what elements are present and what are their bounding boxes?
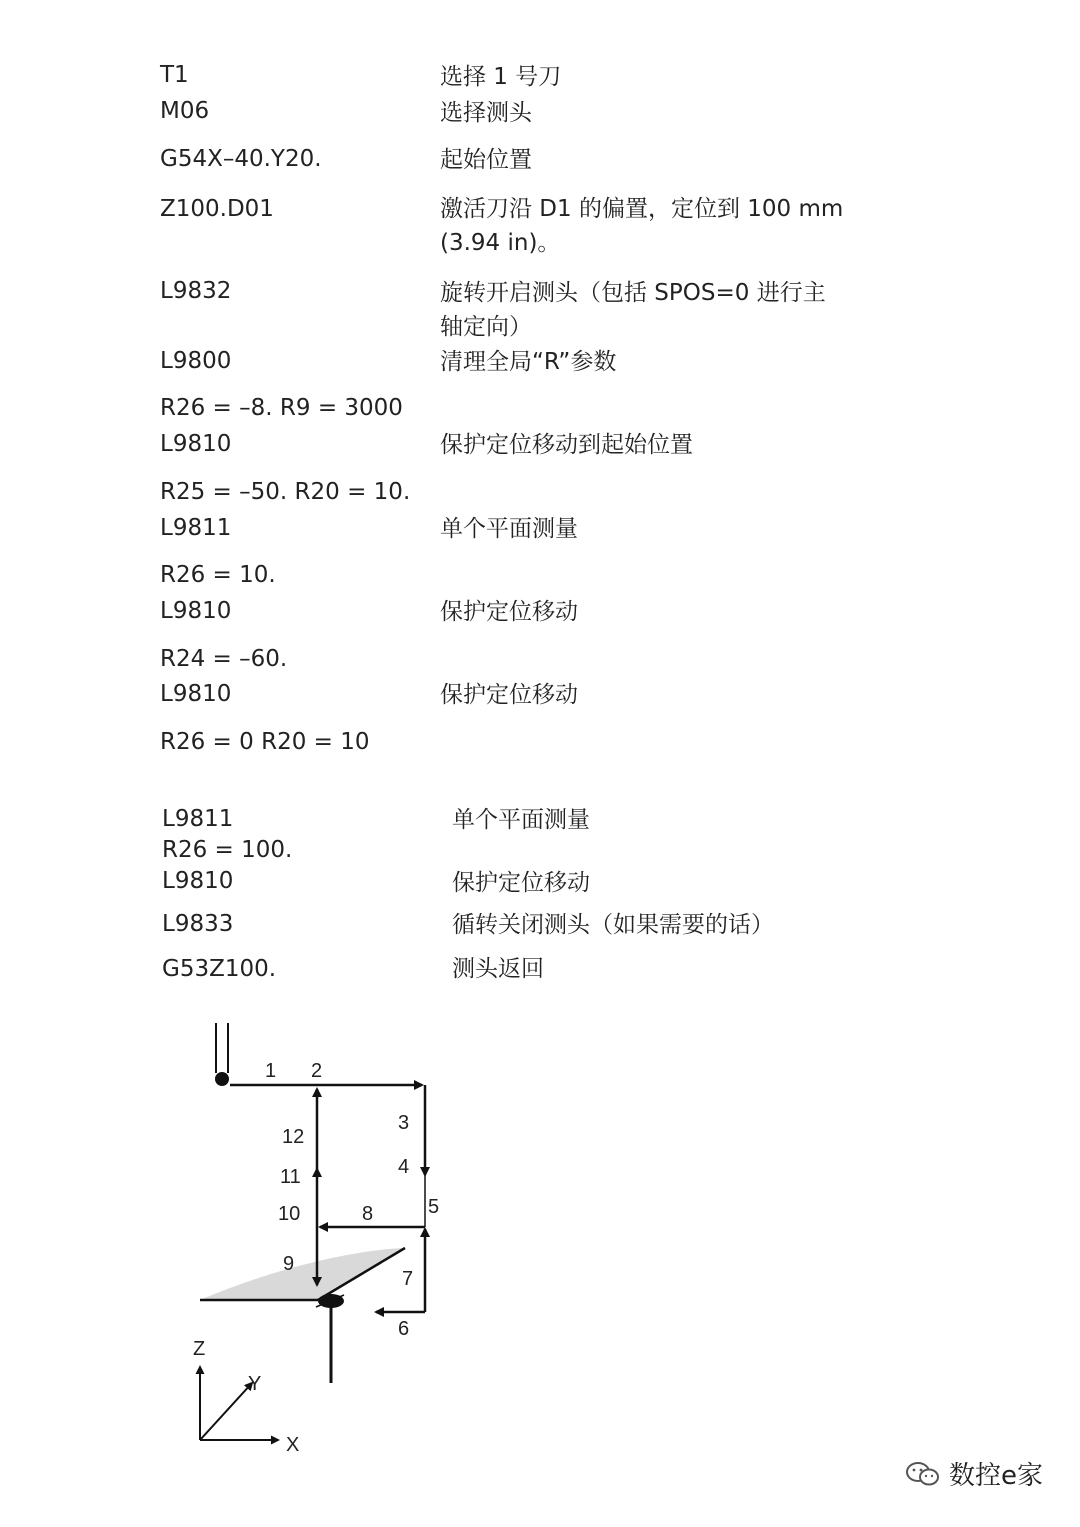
- wechat-icon: [905, 1460, 941, 1488]
- code-line: G53Z100.: [162, 956, 277, 982]
- step-label: 12: [282, 1126, 305, 1148]
- axis-triad: [200, 1367, 278, 1440]
- step-label: 9: [283, 1253, 295, 1275]
- code-comment: 保护定位移动到起始位置: [440, 432, 693, 458]
- code-line: L9811: [160, 515, 232, 541]
- step-label: 1: [265, 1060, 277, 1082]
- step-label: 3: [398, 1112, 410, 1134]
- code-line: L9811: [162, 806, 234, 832]
- code-comment-cont: (3.94 in)。: [440, 230, 561, 256]
- code-line: T1: [160, 62, 189, 88]
- axis-label-z: Z: [193, 1338, 206, 1360]
- code-line: L9810: [160, 598, 232, 624]
- step-label: 4: [398, 1156, 410, 1178]
- step-label: 10: [278, 1203, 301, 1225]
- code-line: L9833: [162, 911, 234, 937]
- code-line: M06: [160, 98, 210, 124]
- axis-label-y: Y: [248, 1373, 262, 1395]
- code-comment: 选择测头: [440, 100, 532, 126]
- code-line: R26 = 100.: [162, 837, 293, 863]
- code-comment: 测头返回: [452, 956, 544, 982]
- code-comment: 保护定位移动: [440, 599, 578, 625]
- code-comment: 单个平面测量: [452, 807, 590, 833]
- code-line: L9800: [160, 348, 232, 374]
- code-comment: 保护定位移动: [440, 682, 578, 708]
- code-comment: 保护定位移动: [452, 870, 590, 896]
- code-line: L9810: [160, 431, 232, 457]
- code-comment: 旋转开启测头（包括 SPOS=0 进行主: [440, 280, 826, 306]
- step-label: 7: [402, 1268, 414, 1290]
- code-comment: 激活刀沿 D1 的偏置，定位到 100 mm: [440, 196, 844, 222]
- code-line: L9832: [160, 278, 232, 304]
- code-comment: 单个平面测量: [440, 516, 578, 542]
- code-line: G54X–40.Y20.: [160, 146, 322, 172]
- code-comment-cont: 轴定向）: [440, 314, 532, 340]
- probe-stylus: [215, 1023, 229, 1086]
- code-line: L9810: [160, 681, 232, 707]
- axis-label-x: X: [286, 1434, 300, 1455]
- code-line: R24 = –60.: [160, 646, 288, 672]
- code-line: Z100.D01: [160, 196, 274, 222]
- step-label: 5: [428, 1196, 440, 1218]
- probe-path-diagram: [150, 1015, 470, 1455]
- brand-watermark: [905, 1455, 1043, 1492]
- code-line: R26 = 0 R20 = 10: [160, 729, 370, 755]
- code-line: R26 = 10.: [160, 562, 276, 588]
- code-comment: 选择 1 号刀: [440, 64, 562, 90]
- code-comment: 起始位置: [440, 147, 532, 173]
- code-line: R25 = –50. R20 = 10.: [160, 479, 411, 505]
- code-line: R26 = –8. R9 = 3000: [160, 395, 403, 421]
- step-label: 8: [362, 1203, 374, 1225]
- step-label: 2: [311, 1060, 323, 1082]
- step-label: 6: [398, 1318, 410, 1340]
- brand-name: 数控e家: [949, 1461, 1043, 1491]
- workpiece-surface: [200, 1248, 405, 1383]
- code-comment: 清理全局“R”参数: [440, 349, 617, 375]
- step-label: 11: [280, 1166, 301, 1188]
- code-comment: 循转关闭测头（如果需要的话）: [452, 912, 774, 938]
- code-line: L9810: [162, 868, 234, 894]
